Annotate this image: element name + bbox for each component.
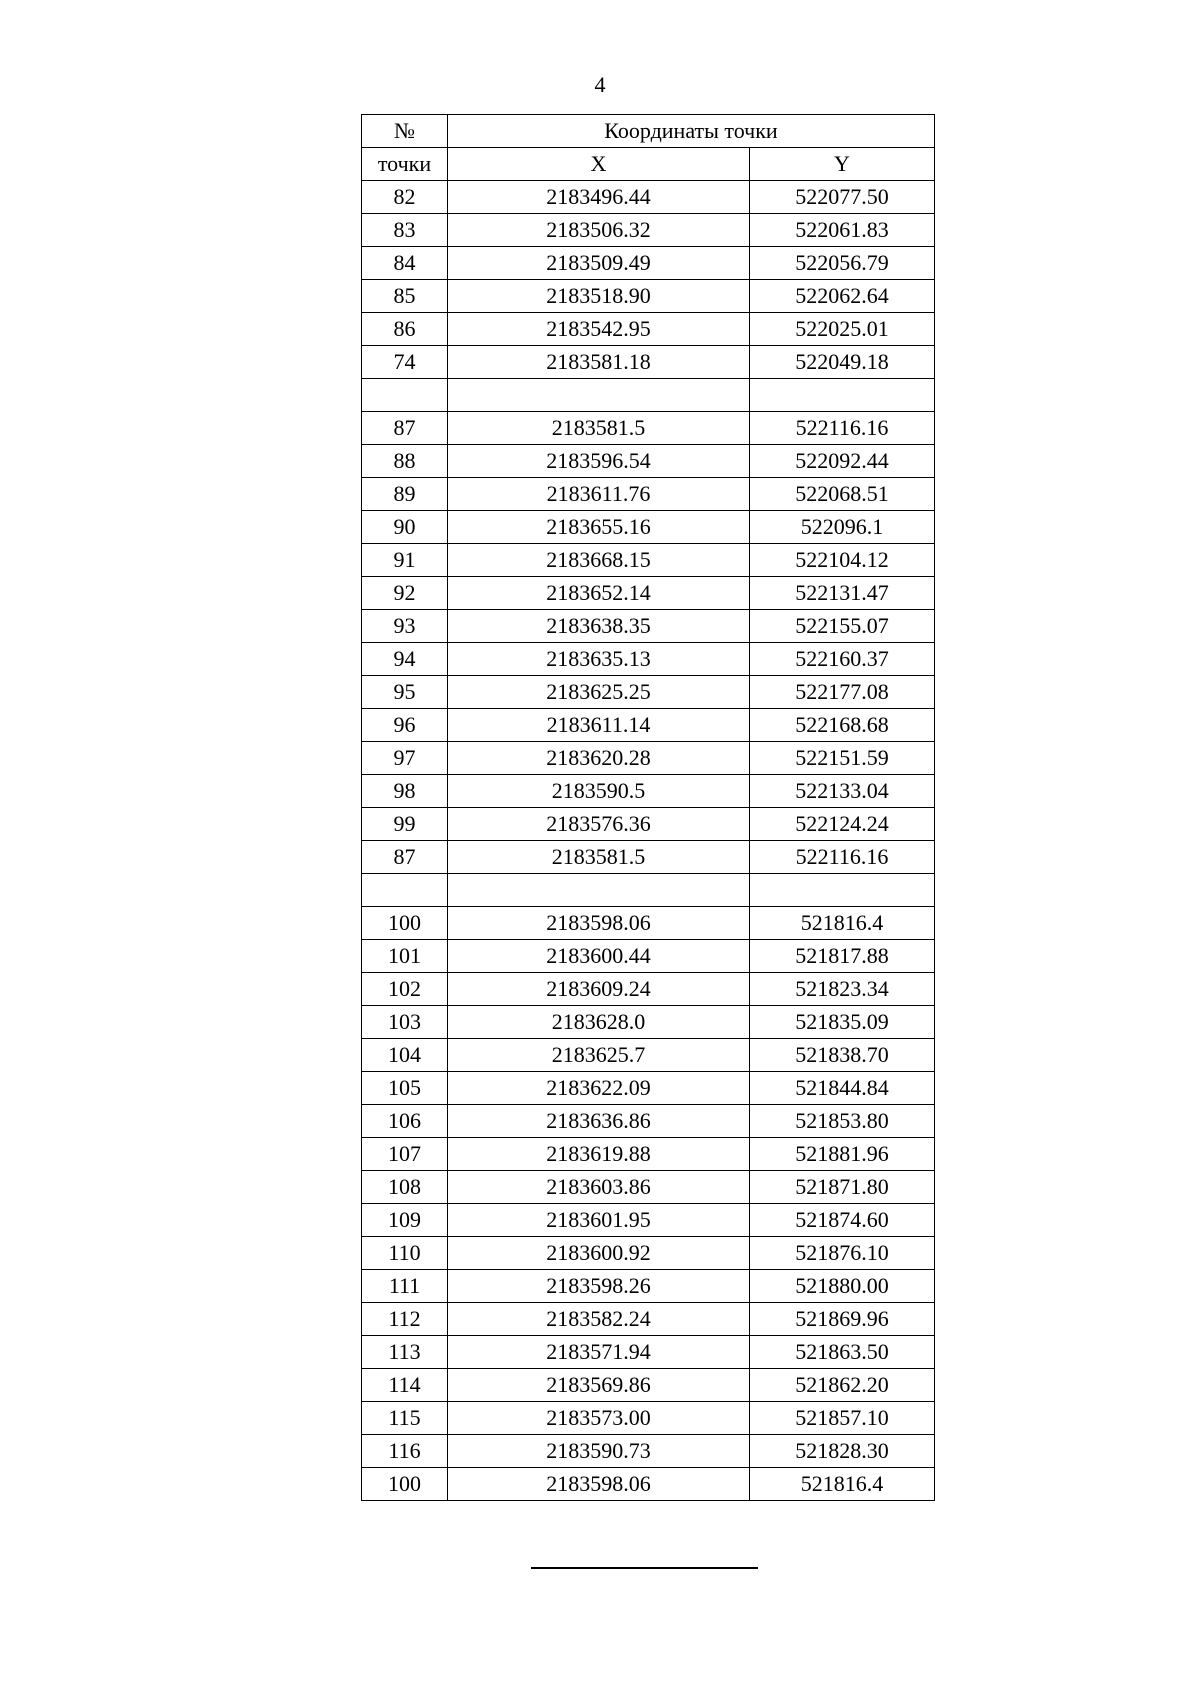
table-row xyxy=(362,610,935,643)
table-row xyxy=(362,775,935,808)
header-y: Y xyxy=(750,148,935,181)
point-number-cell xyxy=(362,379,448,412)
point-number-cell: 98 xyxy=(362,775,448,808)
x-coordinate-cell xyxy=(448,874,750,907)
table-row xyxy=(362,808,935,841)
x-coordinate-cell: 2183622.09 xyxy=(448,1072,750,1105)
y-coordinate-cell: 521853.80 xyxy=(750,1105,935,1138)
table-row xyxy=(362,577,935,610)
x-coordinate-cell: 2183625.7 xyxy=(448,1039,750,1072)
y-coordinate-cell: 522049.18 xyxy=(750,346,935,379)
x-coordinate-cell: 2183603.86 xyxy=(448,1171,750,1204)
y-coordinate-cell: 521869.96 xyxy=(750,1303,935,1336)
x-coordinate-cell: 2183601.95 xyxy=(448,1204,750,1237)
table-row xyxy=(362,1435,935,1468)
point-number-cell: 99 xyxy=(362,808,448,841)
x-coordinate-cell: 2183611.76 xyxy=(448,478,750,511)
point-number-cell: 109 xyxy=(362,1204,448,1237)
x-coordinate-cell: 2183609.24 xyxy=(448,973,750,1006)
point-number-cell: 97 xyxy=(362,742,448,775)
table-row xyxy=(362,940,935,973)
point-number-cell: 83 xyxy=(362,214,448,247)
y-coordinate-cell: 521857.10 xyxy=(750,1402,935,1435)
table-row xyxy=(362,709,935,742)
point-number-cell: 86 xyxy=(362,313,448,346)
x-coordinate-cell: 2183668.15 xyxy=(448,544,750,577)
table-row xyxy=(362,1468,935,1501)
y-coordinate-cell: 522092.44 xyxy=(750,445,935,478)
y-coordinate-cell: 521863.50 xyxy=(750,1336,935,1369)
y-coordinate-cell: 522062.64 xyxy=(750,280,935,313)
point-number-cell: 74 xyxy=(362,346,448,379)
point-number-cell xyxy=(362,874,448,907)
y-coordinate-cell xyxy=(750,874,935,907)
y-coordinate-cell: 521880.00 xyxy=(750,1270,935,1303)
table-row xyxy=(362,313,935,346)
x-coordinate-cell: 2183652.14 xyxy=(448,577,750,610)
y-coordinate-cell: 522056.79 xyxy=(750,247,935,280)
x-coordinate-cell: 2183598.26 xyxy=(448,1270,750,1303)
y-coordinate-cell: 522168.68 xyxy=(750,709,935,742)
x-coordinate-cell: 2183619.88 xyxy=(448,1138,750,1171)
x-coordinate-cell xyxy=(448,379,750,412)
table-body xyxy=(362,181,935,1501)
y-coordinate-cell: 521816.4 xyxy=(750,1468,935,1501)
table-row xyxy=(362,445,935,478)
x-coordinate-cell: 2183628.0 xyxy=(448,1006,750,1039)
y-coordinate-cell: 521835.09 xyxy=(750,1006,935,1039)
table-row xyxy=(362,1369,935,1402)
y-coordinate-cell: 521828.30 xyxy=(750,1435,935,1468)
y-coordinate-cell: 522116.16 xyxy=(750,412,935,445)
y-coordinate-cell: 522177.08 xyxy=(750,676,935,709)
point-number-cell: 87 xyxy=(362,841,448,874)
point-number-cell: 114 xyxy=(362,1369,448,1402)
y-coordinate-cell: 522124.24 xyxy=(750,808,935,841)
point-number-cell: 90 xyxy=(362,511,448,544)
table-row xyxy=(362,676,935,709)
x-coordinate-cell: 2183496.44 xyxy=(448,181,750,214)
point-number-cell: 101 xyxy=(362,940,448,973)
table-row xyxy=(362,1072,935,1105)
table-row xyxy=(362,1105,935,1138)
x-coordinate-cell: 2183576.36 xyxy=(448,808,750,841)
y-coordinate-cell: 521838.70 xyxy=(750,1039,935,1072)
y-coordinate-cell: 522077.50 xyxy=(750,181,935,214)
table-row xyxy=(362,511,935,544)
y-coordinate-cell: 521881.96 xyxy=(750,1138,935,1171)
table-row xyxy=(362,1171,935,1204)
x-coordinate-cell: 2183590.5 xyxy=(448,775,750,808)
y-coordinate-cell: 521874.60 xyxy=(750,1204,935,1237)
y-coordinate-cell: 522025.01 xyxy=(750,313,935,346)
x-coordinate-cell: 2183581.5 xyxy=(448,841,750,874)
table-row xyxy=(362,742,935,775)
y-coordinate-cell: 522133.04 xyxy=(750,775,935,808)
header-point-number: № xyxy=(362,115,448,148)
table-row xyxy=(362,214,935,247)
header-coordinates-title: Координаты точки xyxy=(448,115,935,148)
table-row xyxy=(362,346,935,379)
table-row xyxy=(362,907,935,940)
x-coordinate-cell: 2183600.92 xyxy=(448,1237,750,1270)
header-row-bottom xyxy=(362,148,935,181)
x-coordinate-cell: 2183582.24 xyxy=(448,1303,750,1336)
x-coordinate-cell: 2183571.94 xyxy=(448,1336,750,1369)
table-row xyxy=(362,1270,935,1303)
y-coordinate-cell: 522104.12 xyxy=(750,544,935,577)
table-row xyxy=(362,1402,935,1435)
point-number-cell: 84 xyxy=(362,247,448,280)
point-number-cell: 111 xyxy=(362,1270,448,1303)
point-number-cell: 85 xyxy=(362,280,448,313)
y-coordinate-cell xyxy=(750,379,935,412)
point-number-cell: 116 xyxy=(362,1435,448,1468)
header-row-top xyxy=(362,115,935,148)
table-row xyxy=(362,973,935,1006)
table-row xyxy=(362,181,935,214)
y-coordinate-cell: 522061.83 xyxy=(750,214,935,247)
y-coordinate-cell: 522096.1 xyxy=(750,511,935,544)
footer-separator-line xyxy=(531,1567,758,1569)
coordinates-table xyxy=(361,114,935,1501)
table-row xyxy=(362,247,935,280)
point-number-cell: 110 xyxy=(362,1237,448,1270)
point-number-cell: 93 xyxy=(362,610,448,643)
table-row xyxy=(362,379,935,412)
y-coordinate-cell: 521871.80 xyxy=(750,1171,935,1204)
point-number-cell: 107 xyxy=(362,1138,448,1171)
point-number-cell: 91 xyxy=(362,544,448,577)
point-number-cell: 106 xyxy=(362,1105,448,1138)
point-number-cell: 94 xyxy=(362,643,448,676)
x-coordinate-cell: 2183655.16 xyxy=(448,511,750,544)
x-coordinate-cell: 2183598.06 xyxy=(448,907,750,940)
table-row xyxy=(362,1006,935,1039)
point-number-cell: 87 xyxy=(362,412,448,445)
point-number-cell: 104 xyxy=(362,1039,448,1072)
x-coordinate-cell: 2183611.14 xyxy=(448,709,750,742)
point-number-cell: 96 xyxy=(362,709,448,742)
x-coordinate-cell: 2183590.73 xyxy=(448,1435,750,1468)
x-coordinate-cell: 2183620.28 xyxy=(448,742,750,775)
x-coordinate-cell: 2183598.06 xyxy=(448,1468,750,1501)
page-number: 4 xyxy=(594,72,606,97)
table-row xyxy=(362,643,935,676)
x-coordinate-cell: 2183509.49 xyxy=(448,247,750,280)
y-coordinate-cell: 522131.47 xyxy=(750,577,935,610)
y-coordinate-cell: 521823.34 xyxy=(750,973,935,1006)
table-row xyxy=(362,874,935,907)
point-number-cell: 95 xyxy=(362,676,448,709)
point-number-cell: 113 xyxy=(362,1336,448,1369)
table-row xyxy=(362,1204,935,1237)
table-row xyxy=(362,1336,935,1369)
point-number-cell: 88 xyxy=(362,445,448,478)
x-coordinate-cell: 2183569.86 xyxy=(448,1369,750,1402)
point-number-cell: 103 xyxy=(362,1006,448,1039)
table-row xyxy=(362,544,935,577)
y-coordinate-cell: 521862.20 xyxy=(750,1369,935,1402)
x-coordinate-cell: 2183596.54 xyxy=(448,445,750,478)
point-number-cell: 89 xyxy=(362,478,448,511)
y-coordinate-cell: 521817.88 xyxy=(750,940,935,973)
x-coordinate-cell: 2183518.90 xyxy=(448,280,750,313)
x-coordinate-cell: 2183581.18 xyxy=(448,346,750,379)
x-coordinate-cell: 2183638.35 xyxy=(448,610,750,643)
x-coordinate-cell: 2183600.44 xyxy=(448,940,750,973)
y-coordinate-cell: 522116.16 xyxy=(750,841,935,874)
table-row xyxy=(362,841,935,874)
point-number-cell: 100 xyxy=(362,1468,448,1501)
y-coordinate-cell: 522160.37 xyxy=(750,643,935,676)
table-header xyxy=(362,115,935,181)
y-coordinate-cell: 521876.10 xyxy=(750,1237,935,1270)
y-coordinate-cell: 522155.07 xyxy=(750,610,935,643)
header-x: X xyxy=(448,148,750,181)
x-coordinate-cell: 2183636.86 xyxy=(448,1105,750,1138)
point-number-cell: 108 xyxy=(362,1171,448,1204)
x-coordinate-cell: 2183542.95 xyxy=(448,313,750,346)
x-coordinate-cell: 2183635.13 xyxy=(448,643,750,676)
point-number-cell: 102 xyxy=(362,973,448,1006)
y-coordinate-cell: 521844.84 xyxy=(750,1072,935,1105)
table-row xyxy=(362,1303,935,1336)
y-coordinate-cell: 522068.51 xyxy=(750,478,935,511)
header-point-label: точки xyxy=(362,148,448,181)
x-coordinate-cell: 2183506.32 xyxy=(448,214,750,247)
table-row xyxy=(362,1138,935,1171)
y-coordinate-cell: 522151.59 xyxy=(750,742,935,775)
x-coordinate-cell: 2183581.5 xyxy=(448,412,750,445)
y-coordinate-cell: 521816.4 xyxy=(750,907,935,940)
table-row xyxy=(362,280,935,313)
point-number-cell: 92 xyxy=(362,577,448,610)
table-row xyxy=(362,1039,935,1072)
table-row xyxy=(362,412,935,445)
x-coordinate-cell: 2183573.00 xyxy=(448,1402,750,1435)
table-row xyxy=(362,1237,935,1270)
point-number-cell: 105 xyxy=(362,1072,448,1105)
point-number-cell: 100 xyxy=(362,907,448,940)
table-row xyxy=(362,478,935,511)
point-number-cell: 115 xyxy=(362,1402,448,1435)
point-number-cell: 82 xyxy=(362,181,448,214)
point-number-cell: 112 xyxy=(362,1303,448,1336)
x-coordinate-cell: 2183625.25 xyxy=(448,676,750,709)
